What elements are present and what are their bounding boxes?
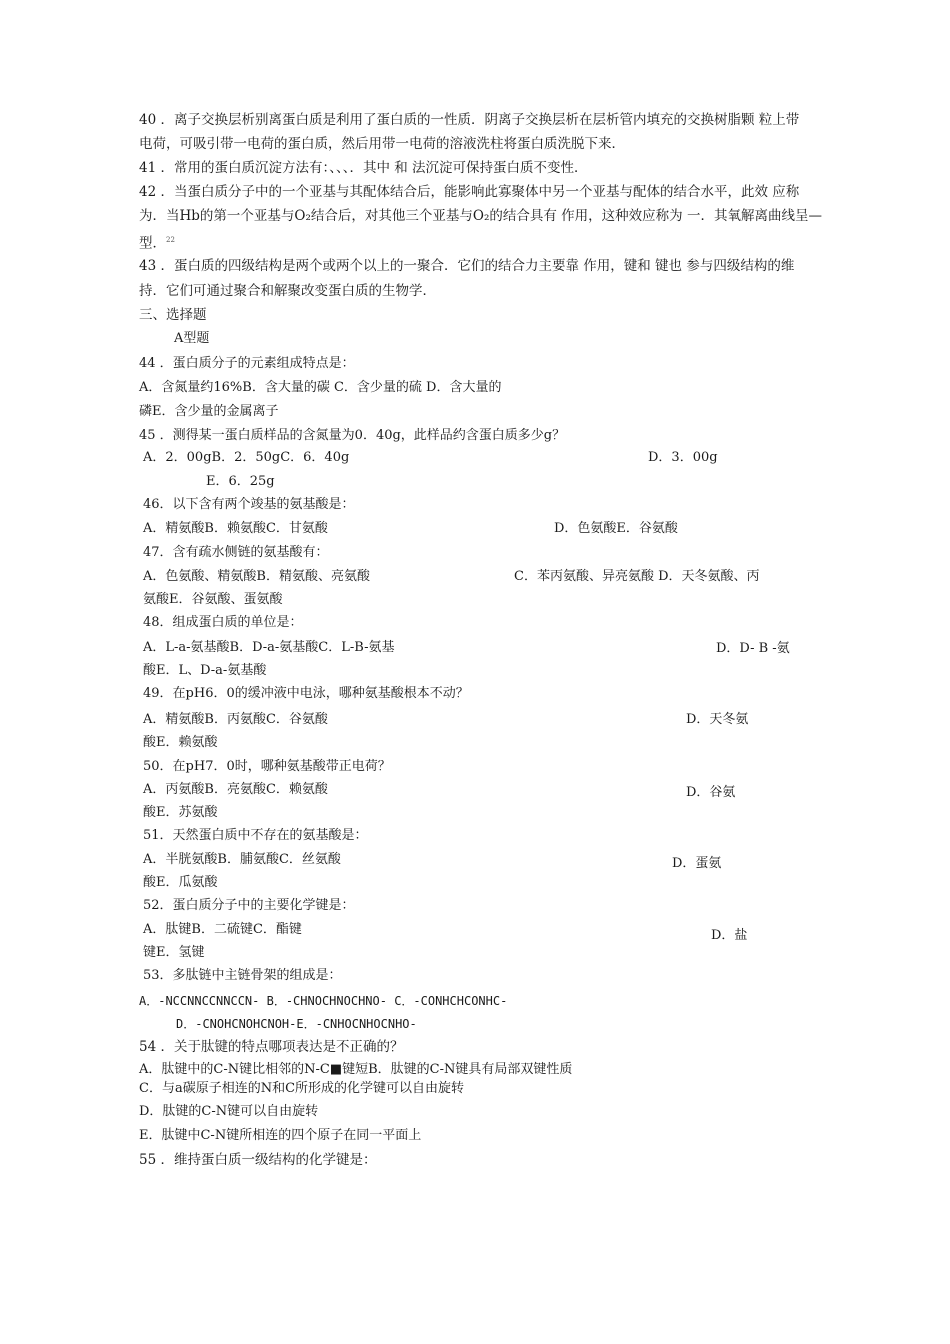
q41-line-1: 41 ．常用的蛋白质沉淀方法有：、、、．其中 和 法沉淀可保持蛋白质不变性． bbox=[139, 160, 588, 176]
q42-line-1: 42 ．当蛋白质分子中的一个亚基与其配体结合后，能影响此寡聚体中另一个亚基与配体的结合水平，此效 应称 bbox=[139, 184, 800, 200]
q48-options-left: A．L-a-氨基酸B．D-a-氨基酸C．L-B-氨基 bbox=[143, 640, 395, 655]
q50-options-right: D．谷氨 bbox=[686, 785, 736, 800]
q53-stem: 53．多肽链中主链骨架的组成是： bbox=[143, 968, 342, 983]
q47-options-line-2: 氨酸E．谷氨酸、蛋氨酸 bbox=[143, 592, 283, 607]
q51-options-left: A．半胱氨酸B．脯氨酸C．丝氨酸 bbox=[143, 852, 341, 867]
q49-stem: 49．在pH6．0的缓冲液中电泳，哪种氨基酸根本不动？ bbox=[143, 686, 469, 701]
q40-line-1: 40 ．离子交换层析别离蛋白质是利用了蛋白质的一性质．阴离子交换层析在层析管内填充的交换树脂颗 粒上带 bbox=[139, 112, 800, 128]
q47-options-left: A．色氨酸、精氨酸B．精氨酸、亮氨酸 bbox=[143, 569, 370, 584]
q45-option-e: E．6．25g bbox=[206, 474, 275, 489]
q44-options-line-1: A．含氮量约16%B．含大量的碳 C．含少量的硫 D．含大量的 bbox=[139, 380, 502, 395]
q51-stem: 51．天然蛋白质中不存在的氨基酸是： bbox=[143, 828, 368, 843]
q48-stem: 48．组成蛋白质的单位是： bbox=[143, 615, 303, 630]
q44-stem: 44 ．蛋白质分子的元素组成特点是： bbox=[139, 356, 355, 371]
q50-options-left: A．丙氨酸B．亮氨酸C．赖氨酸 bbox=[143, 782, 328, 797]
section-title: 三、选择题 bbox=[139, 307, 207, 323]
q49-options-line-2: 酸E．赖氨酸 bbox=[143, 735, 218, 750]
q54-option-line-2: C．与a碳原子相连的N和C所形成的化学键可以自由旋转 bbox=[139, 1081, 465, 1096]
q51-options-line-2: 酸E．瓜氨酸 bbox=[143, 875, 218, 890]
q42-line-3-text: 型． bbox=[139, 235, 166, 252]
q48-options-right: D．D- B -氨 bbox=[716, 641, 790, 656]
q52-options-left: A．肽键B．二硫键C．酯键 bbox=[143, 922, 302, 937]
q47-options-right: C．苯丙氨酸、异亮氨酸 D．天冬氨酸、丙 bbox=[514, 569, 760, 584]
q45-option-d: D．3．00g bbox=[648, 450, 718, 465]
q55-stem: 55 ．维持蛋白质一级结构的化学键是： bbox=[139, 1152, 377, 1168]
q46-options-left: A．精氨酸B．赖氨酸C．甘氨酸 bbox=[143, 521, 328, 536]
q49-options-right: D．天冬氨 bbox=[686, 712, 749, 727]
q42-line-2: 为．当Hb的第一个亚基与O₂结合后，对其他三个亚基与O₂的结合具有 作用，这种效应称为 一．其氧解离曲线呈— bbox=[139, 208, 822, 224]
q53-options-line-1: A．-NCCNNCCNNCCN- B．-CHNOCHNOCHNO- C．-CONHCHCONHC- bbox=[139, 994, 508, 1008]
q46-options-right: D．色氨酸E．谷氨酸 bbox=[554, 521, 678, 536]
q53-options-line-2: D．-CNOHCNOHCNOH-E．-CNHOCNHOCNHO- bbox=[176, 1017, 417, 1031]
q45-stem: 45 ．测得某一蛋白质样品的含氮量为0．40g，此样品约含蛋白质多少g？ bbox=[139, 428, 566, 443]
q43-line-1: 43 ．蛋白质的四级结构是两个或两个以上的一聚合．它们的结合力主要靠 作用，键和 键也 参与四级结构的维 bbox=[139, 258, 795, 274]
q49-options-left: A．精氨酸B．丙氨酸C．谷氨酸 bbox=[143, 712, 328, 727]
q54-stem: 54 ．关于肽键的特点哪项表达是不正确的？ bbox=[139, 1039, 404, 1055]
q48-options-line-2: 酸E．L、D-a-氨基酸 bbox=[143, 663, 267, 678]
q50-stem: 50．在pH7．0时，哪种氨基酸带正电荷？ bbox=[143, 759, 391, 774]
q54-option-line-1: A．肽键中的C-N键比相邻的N-C■键短B．肽键的C-N键具有局部双键性质 bbox=[139, 1062, 573, 1077]
q52-stem: 52．蛋白质分子中的主要化学键是： bbox=[143, 898, 355, 913]
q43-line-2: 持．它们可通过聚合和解聚改变蛋白质的生物学． bbox=[139, 283, 436, 299]
q47-stem: 47．含有疏水侧链的氨基酸有： bbox=[143, 545, 329, 560]
q54-option-line-3: D．肽键的C-N键可以自由旋转 bbox=[139, 1104, 319, 1119]
section-subtitle: A型题 bbox=[174, 331, 210, 346]
q51-options-right: D．蛋氨 bbox=[672, 856, 722, 871]
q40-line-2: 电荷，可吸引带一电荷的蛋白质，然后用带一电荷的溶液洗柱将蛋白质洗脱下来． bbox=[139, 136, 625, 152]
q44-options-line-2: 磷E．含少量的金属离子 bbox=[139, 404, 279, 419]
q45-options-left: A．2．00gB．2．50gC．6．40g bbox=[143, 450, 350, 465]
q42-superscript: 22 bbox=[166, 236, 175, 244]
q46-stem: 46．以下含有两个竣基的氨基酸是： bbox=[143, 497, 355, 512]
q42-line-3 bbox=[139, 232, 175, 252]
q52-options-right: D．盐 bbox=[711, 928, 748, 943]
q54-option-line-4: E．肽键中C-N键所相连的四个原子在同一平面上 bbox=[139, 1128, 422, 1143]
q52-options-line-2: 键E．氢键 bbox=[143, 945, 205, 960]
q50-options-line-2: 酸E．苏氨酸 bbox=[143, 805, 218, 820]
